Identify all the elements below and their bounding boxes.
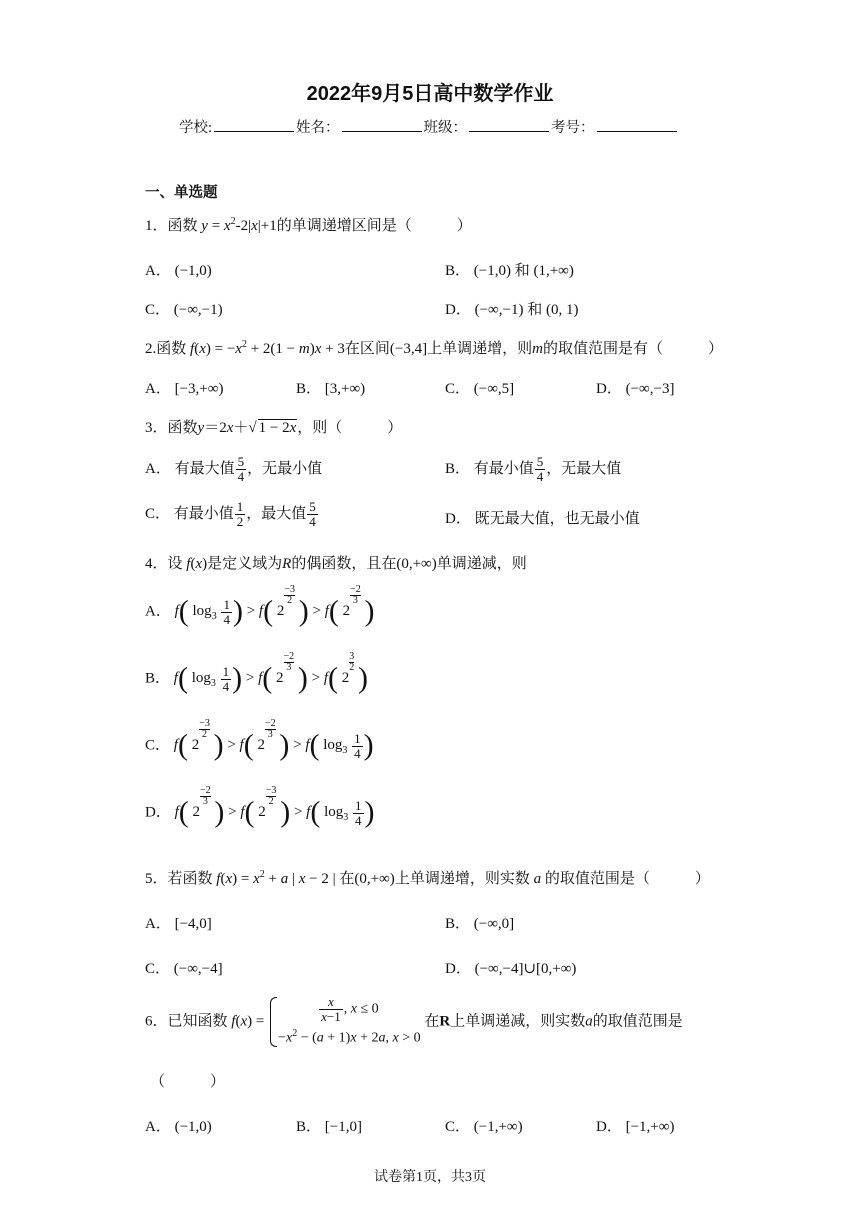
q4-option-a	[145, 584, 375, 628]
q4-b-formula: f( $\log_3$ $\frac{1}{4}$ ) > f( 2 $\frac{-2}{3}$ ) > f( 2 $\frac{3}{2}$ )	[173, 651, 369, 695]
q4-number: 4．	[145, 556, 168, 572]
q5-d-label: D．	[445, 961, 471, 977]
q2-c-text: (−∞,5]	[473, 381, 515, 397]
q3-d-label: D．	[445, 511, 471, 527]
q1-c-text: (−∞,−1)	[173, 302, 223, 318]
q5-a-text: [−4,0]	[174, 916, 212, 932]
q2-a-text: [−3,+∞)	[174, 381, 224, 397]
q3-formula: y＝2x＋√ 1 − 2x	[197, 420, 297, 436]
q6-c-text: (−1,+∞)	[473, 1119, 523, 1135]
q5-option-a	[145, 912, 212, 933]
q1-b-label: B．	[445, 263, 471, 279]
q3-option-d	[445, 507, 640, 528]
q6-a-text: (−1,0)	[174, 1119, 212, 1135]
name-blank	[342, 117, 422, 132]
q2-option-c	[445, 377, 514, 398]
page-title: 2022年9月5日高中数学作业	[306, 83, 554, 105]
q5-stem-a: 若函数	[167, 871, 213, 887]
q4-a-formula: f( $\log_3$ $\frac{1}{4}$ ) > f( 2 $\frac{-3}{2}$ ) > f( 2 $\frac{-2}{3}$ )	[174, 584, 375, 628]
q2-var-m: m	[532, 341, 543, 357]
q4-option-c	[145, 718, 374, 762]
q4-stem-b: 是定义域为	[207, 556, 283, 572]
q6-c-label: C．	[445, 1119, 471, 1135]
q3-b-label: B．	[445, 460, 471, 477]
q6-d-text: [−1,+∞)	[625, 1119, 675, 1135]
q5-number: 5．	[145, 871, 168, 887]
q4-option-b	[145, 651, 369, 695]
q3-option-b	[445, 455, 621, 484]
q1-d-text: (−∞,−1) 和 (0, 1)	[474, 302, 579, 318]
q1-option-c	[145, 298, 223, 319]
q6-d-label: D．	[596, 1119, 622, 1135]
q5-c-label: C．	[145, 961, 171, 977]
question-3-stem	[145, 416, 402, 437]
q5-stem-c: 上单调递增，则实数	[394, 871, 530, 887]
q1-a-label: A．	[145, 263, 171, 279]
school-blank	[214, 117, 294, 132]
q2-number: 2.	[145, 341, 157, 357]
q5-stem-d: 的取值范围是（ ）	[544, 871, 710, 887]
q2-formula: $f(x) = -x^2 + 2(1 - m)x + 3$	[190, 339, 345, 357]
q4-stem-a: 设	[167, 556, 183, 572]
q6-option-c	[445, 1115, 523, 1136]
q1-option-d	[445, 298, 578, 319]
q6-piecewise: $\frac{x}{x-1}$ , x ≤ 0 $-x^2 - (a + 1)x + 2a$, x > 0	[268, 995, 421, 1049]
q2-stem-d: 的取值范围是有（ ）	[542, 341, 723, 357]
name-label: 姓名：	[296, 120, 340, 136]
q6-stem-c: 上单调递减，则实数	[450, 1013, 586, 1030]
q1-option-a	[145, 259, 212, 280]
q2-b-text: [3,+∞)	[324, 381, 366, 397]
q2-stem-b: 在区间	[344, 341, 390, 357]
q3-c-label: C．	[145, 505, 171, 522]
class-label: 班级：	[423, 120, 468, 136]
q5-option-d	[445, 957, 576, 978]
question-1-stem	[145, 214, 472, 235]
q2-option-d	[596, 377, 674, 398]
q4-d-label: D．	[145, 804, 171, 821]
q1-option-b	[445, 259, 574, 280]
q6-b-label: B．	[296, 1119, 322, 1135]
q2-stem-a: 函数	[156, 341, 187, 357]
q1-stem-post: 的单调递增区间是（ ）	[276, 218, 472, 234]
student-info-line	[179, 116, 679, 137]
school-label: 学校:	[179, 120, 213, 136]
q1-stem-pre: 函数	[167, 218, 198, 234]
q3-d-text: 既无最大值，也无最小值	[474, 511, 640, 527]
q3-stem-post: ，则（ ）	[297, 420, 403, 436]
q6-option-b	[296, 1115, 362, 1136]
question-4-stem: 4．设 f(x)是定义域为R的偶函数，且在(0,+∞)单调递减，则	[145, 556, 527, 572]
q6-number: 6．	[145, 1013, 168, 1030]
q6-a-label: A．	[145, 1119, 171, 1135]
q3-a-pre: 有最大值	[174, 460, 235, 477]
q1-number: 1．	[145, 218, 168, 234]
q6-option-a	[145, 1115, 212, 1136]
q3-c-mid: ，最大值	[246, 505, 307, 522]
q1-d-label: D．	[445, 302, 471, 318]
q3-option-c	[145, 500, 319, 529]
q5-d-text: (−∞,−4]∪[0,+∞)	[474, 961, 577, 977]
q2-d-label: D．	[596, 381, 622, 397]
q5-b-label: B．	[445, 916, 471, 932]
q3-c-pre: 有最小值	[173, 505, 234, 522]
q4-c-formula: f( 2 $\frac{-3}{2}$ ) > f( 2 $\frac{-2}{3}$ ) > f( $\log_3$ $\frac{1}{4}$ )	[173, 718, 374, 762]
q3-number: 3．	[145, 420, 168, 436]
exam-no-blank	[597, 117, 677, 132]
q1-a-text: (−1,0)	[174, 263, 212, 279]
q5-option-c	[145, 957, 223, 978]
q2-a-label: A．	[145, 381, 171, 397]
q2-stem-c: 上单调递增，则	[427, 341, 533, 357]
q2-option-a	[145, 377, 223, 398]
q5-a-label: A．	[145, 916, 171, 932]
q3-stem-pre: 函数	[167, 420, 198, 436]
q3-a-label: A．	[145, 460, 171, 477]
fraction: $\frac{5}{4}$	[309, 499, 316, 529]
fraction: $\frac{5}{4}$	[237, 454, 245, 484]
q4-c-label: C．	[145, 737, 171, 754]
q1-c-label: C．	[145, 302, 171, 318]
q4-d-formula: f( 2 $\frac{-2}{3}$ ) > f( 2 $\frac{-3}{2}$ ) > f( $\log_3$ $\frac{1}{4}$ )	[174, 785, 375, 829]
q2-option-b	[296, 377, 365, 398]
section-heading: 一、单选题	[145, 185, 218, 201]
q3-a-post: ，无最小值	[247, 460, 323, 477]
q4-b-label: B．	[145, 670, 171, 687]
q4-stem-d: 单调递减，则	[436, 556, 527, 572]
q5-c-text: (−∞,−4]	[173, 961, 223, 977]
q4-stem-c: 的偶函数，且在	[291, 556, 397, 572]
fraction: $\frac{5}{4}$	[536, 454, 544, 484]
q5-b-text: (−∞,0]	[473, 916, 515, 932]
class-blank	[469, 117, 549, 132]
q4-option-d	[145, 785, 375, 829]
q1-b-text: (−1,0) 和 (1,+∞)	[473, 263, 574, 279]
fraction: $\frac{1}{2}$	[236, 499, 244, 529]
q6-answer-blank: （ ）	[150, 1074, 226, 1090]
q2-d-text: (−∞,−3]	[625, 381, 675, 397]
q2-c-label: C．	[445, 381, 471, 397]
q5-stem-b: 在	[339, 871, 355, 887]
q3-b-post: ，无最大值	[546, 460, 622, 477]
q2-b-label: B．	[296, 381, 322, 397]
question-5-stem: 5．若函数 $f(x) = x^2 + a$ | x − 2 | 在(0,+∞)上单调递增，则实数 a 的取值范围是（ ）	[145, 869, 710, 887]
exam-no-label: 考号：	[551, 120, 595, 136]
q3-b-pre: 有最小值	[473, 460, 534, 477]
q6-option-d	[596, 1115, 674, 1136]
question-2-stem	[145, 337, 723, 358]
q6-b-text: [−1,0]	[324, 1119, 362, 1135]
page-footer: 试卷第1页，共3页	[374, 1170, 486, 1185]
q4-a-label: A．	[145, 603, 171, 620]
q6-stem-d: 的取值范围是	[592, 1013, 683, 1030]
q6-stem-b: 在	[424, 1013, 440, 1030]
question-6-stem: 6．已知函数 f(x) = $\frac{x}{x-1}$ , x ≤ 0 $-x^2 - (a + 1)x + 2a$, x > 0 在R上单调递减，则实数a的取值范围是	[145, 995, 683, 1049]
q2-interval: (−3,4]	[389, 341, 428, 357]
q6-stem-a: 已知函数	[167, 1013, 228, 1030]
q1-formula: $y = x^2-2|x|+1$	[201, 216, 277, 234]
q3-option-a	[145, 455, 322, 484]
q5-option-b	[445, 912, 514, 933]
